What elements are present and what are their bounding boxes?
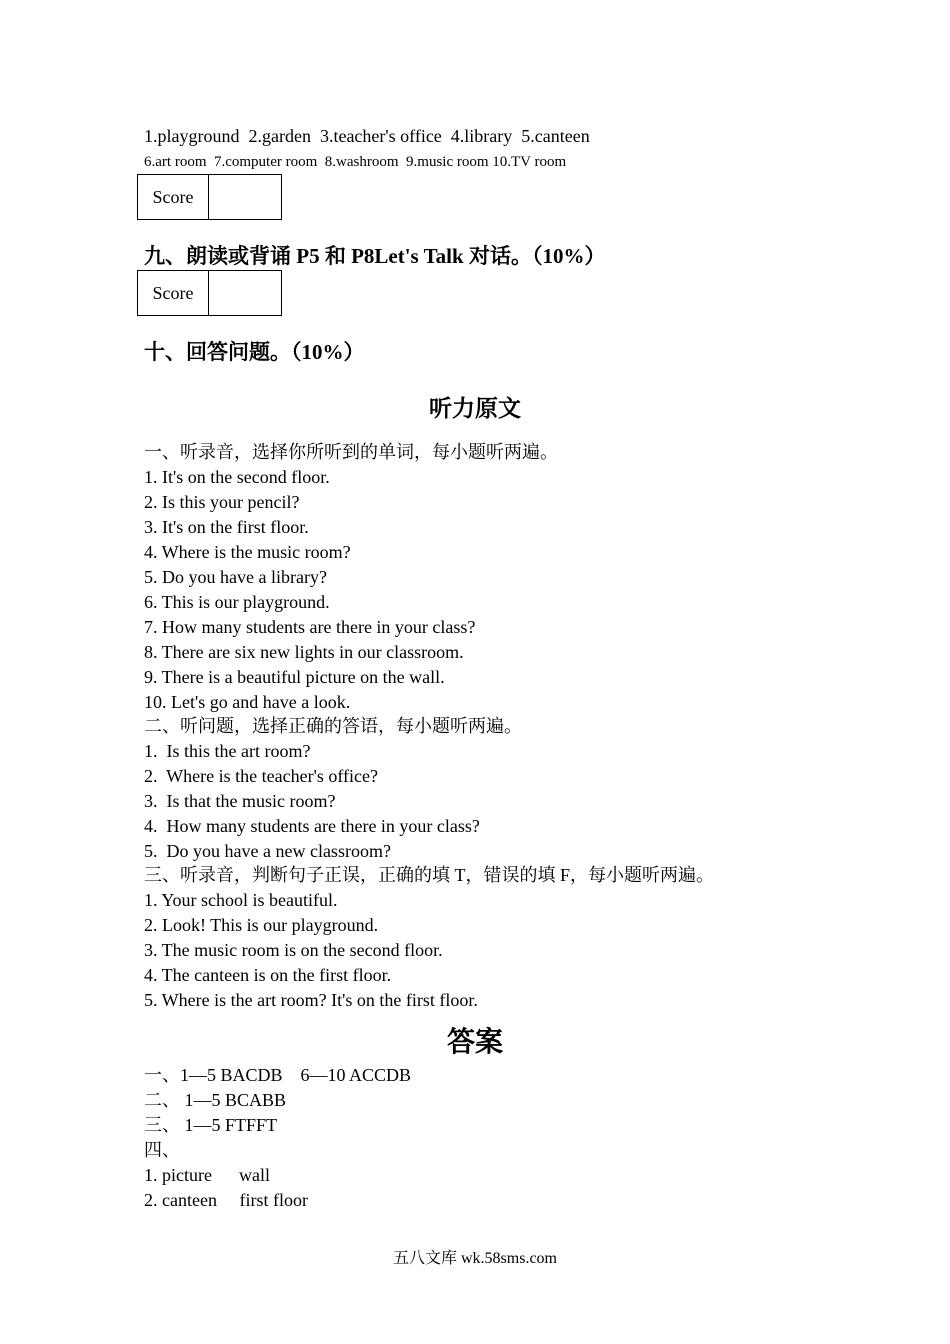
part2-item: 5. Do you have a new classroom? <box>144 841 391 861</box>
part3-item: 5. Where is the art room? It's on the first floor. <box>144 990 478 1010</box>
score-box-2 <box>137 270 282 316</box>
answer-line: 2. canteen first floor <box>144 1190 308 1210</box>
part1-item: 6. This is our playground. <box>144 592 330 612</box>
part2-item: 1. Is this the art room? <box>144 741 311 761</box>
score-label: Score <box>138 175 209 219</box>
part1-item: 5. Do you have a library? <box>144 567 327 587</box>
section-10-heading: 十、回答问题。（10%） <box>144 340 365 364</box>
answer-line: 四、 <box>144 1140 180 1160</box>
part1-item: 9. There is a beautiful picture on the wall. <box>144 667 445 687</box>
vocab-line-1: 1.playground 2.garden 3.teacher's office 4.library 5.canteen <box>144 126 590 146</box>
part3-item: 3. The music room is on the second floor. <box>144 940 443 960</box>
footer-watermark: 五八文库 wk.58sms.com <box>392 1250 557 1267</box>
part3-instruction: 三、听录音，判断句子正误，正确的填 T，错误的填 F，每小题听两遍。 <box>144 865 715 885</box>
part1-item: 8. There are six new lights in our classroom. <box>144 642 464 662</box>
answer-line: 二、 1—5 BCABB <box>144 1090 287 1110</box>
part1-item: 4. Where is the music room? <box>144 542 351 562</box>
part2-item: 4. How many students are there in your class? <box>144 816 480 836</box>
part1-item: 10. Let's go and have a look. <box>144 692 351 712</box>
listening-title: 听力原文 <box>429 396 521 421</box>
answers-title: 答案 <box>446 1027 503 1058</box>
answer-line: 一、1—5 BACDB 6—10 ACCDB <box>144 1065 412 1085</box>
score-box-1 <box>137 174 282 220</box>
part1-item: 2. Is this your pencil? <box>144 492 300 512</box>
answer-line: 1. picture wall <box>144 1165 270 1185</box>
part1-item: 3. It's on the first floor. <box>144 517 309 537</box>
answer-line: 三、 1—5 FTFFT <box>144 1115 278 1135</box>
part3-item: 4. The canteen is on the first floor. <box>144 965 392 985</box>
part2-instruction: 二、听问题，选择正确的答语，每小题听两遍。 <box>144 716 522 736</box>
part1-item: 7. How many students are there in your class? <box>144 617 476 637</box>
score-label: Score <box>138 271 209 315</box>
vocab-line-2: 6.art room 7.computer room 8.washroom 9.music room 10.TV room <box>144 154 567 170</box>
part2-item: 3. Is that the music room? <box>144 791 336 811</box>
score-value <box>209 175 281 219</box>
part2-item: 2. Where is the teacher's office? <box>144 766 378 786</box>
part1-item: 1. It's on the second floor. <box>144 467 330 487</box>
section-9-heading: 九、朗读或背诵 P5 和 P8Let's Talk 对话。（10%） <box>144 244 606 268</box>
part3-item: 1. Your school is beautiful. <box>144 890 338 910</box>
score-value <box>209 271 281 315</box>
part1-instruction: 一、听录音，选择你所听到的单词，每小题听两遍。 <box>144 442 558 462</box>
part3-item: 2. Look! This is our playground. <box>144 915 379 935</box>
